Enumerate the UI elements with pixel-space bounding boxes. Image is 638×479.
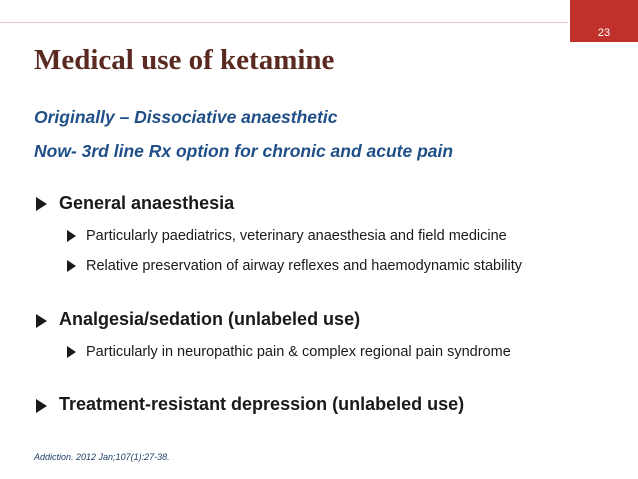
citation: Addiction. 2012 Jan;107(1):27-38.	[34, 452, 170, 462]
sub-bullet-arrow-icon	[67, 346, 76, 358]
slide-number-badge	[570, 0, 638, 42]
sub-bullet-airway: Relative preservation of airway reflexes and haemodynamic stability	[86, 258, 523, 274]
bullet-arrow-icon	[36, 197, 47, 211]
top-divider	[0, 22, 568, 23]
sub-bullet-neuropathic: Particularly in neuropathic pain & complex regional pain syndrome	[86, 344, 511, 360]
sub-bullet-arrow-icon	[67, 260, 76, 272]
bullet-analgesia: Analgesia/sedation (unlabeled use)	[59, 309, 361, 329]
slide-number: 23	[597, 27, 611, 39]
bullet-arrow-icon	[36, 314, 47, 328]
bullet-general-anaesthesia: General anaesthesia	[59, 193, 235, 213]
subtitle-now: Now- 3rd line Rx option for chronic and acute pain	[34, 141, 454, 161]
sub-bullet-arrow-icon	[67, 230, 76, 242]
sub-bullet-paediatrics: Particularly paediatrics, veterinary anaesthesia and field medicine	[86, 228, 507, 244]
subtitle-originally: Originally – Dissociative anaesthetic	[34, 107, 338, 127]
bullet-arrow-icon	[36, 399, 47, 413]
slide-title: Medical use of ketamine	[34, 44, 335, 76]
bullet-depression: Treatment-resistant depression (unlabeled use)	[59, 394, 465, 414]
